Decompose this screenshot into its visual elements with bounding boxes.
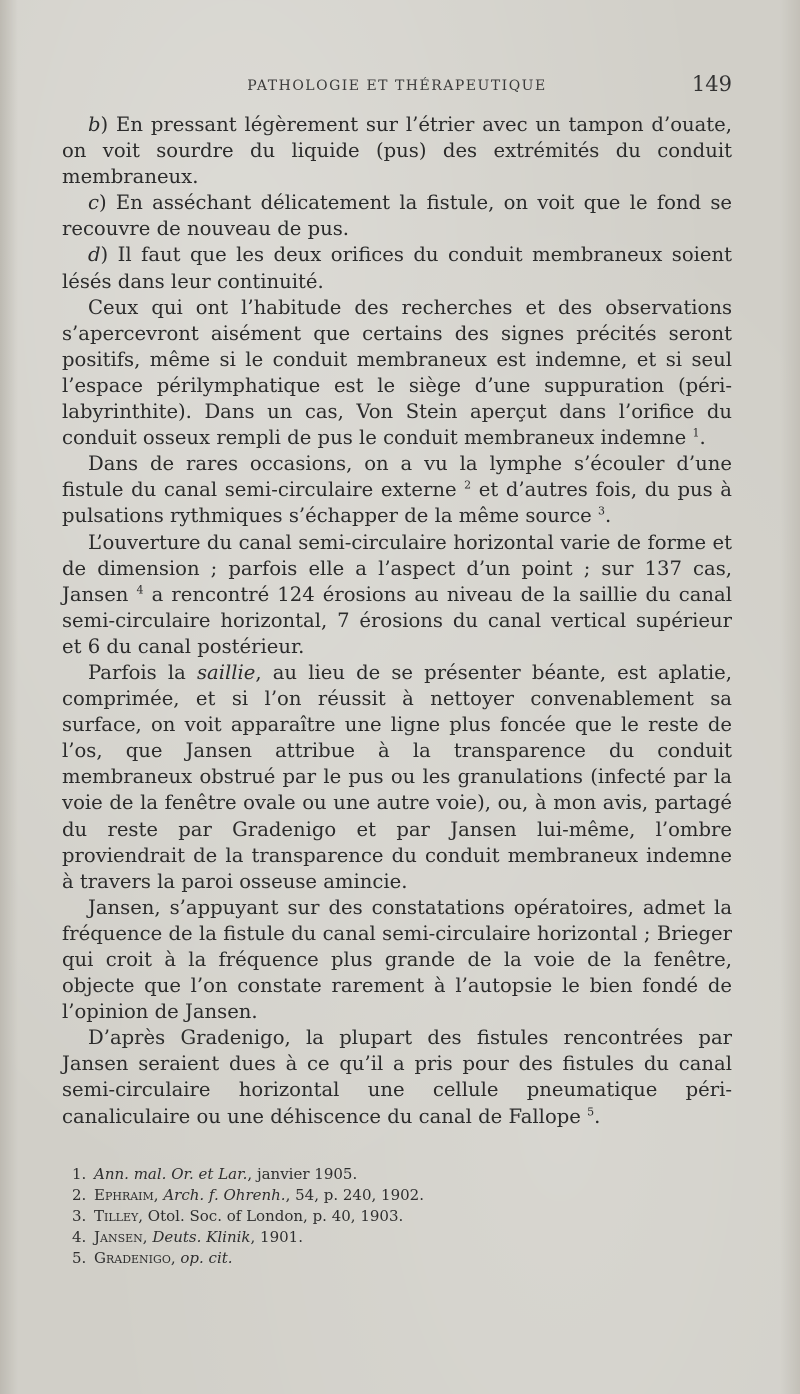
- text-run: ) En pressant légèrement sur l’étrier avec un tampon d’ouate, on voit sourdre du liquide (pus) des extrémités du conduit membraneux.: [62, 113, 732, 189]
- footnote-reference: 1: [692, 426, 700, 440]
- footnote: [72, 1227, 712, 1248]
- text-run: , Otol. Soc. of London, p. 40, 1903.: [138, 1207, 404, 1225]
- text-run: .: [594, 1104, 601, 1128]
- text-run: et d’autres fois, du pus à pulsations rythmiques s’échapper de la même source: [62, 478, 732, 528]
- paragraph: [62, 451, 732, 529]
- page-number: 149: [691, 72, 732, 96]
- footnote-number: 3.: [72, 1207, 87, 1225]
- text-run: D’après Gradenigo, la plupart des fistules rencontrées par Jansen seraient dues à ce qu’il a pris pour des fistules du canal semi-circulaire horizontal une cellule pneumatique péri-canaliculaire ou une déhiscence du canal de Fallope: [62, 1026, 732, 1128]
- author-name: Gradenigo: [94, 1249, 171, 1267]
- text-run: a rencontré 124 érosions au niveau de la saillie du canal semi-circulaire horizontal, 7 érosions du canal vertical supérieur et 6 du canal postérieur.: [62, 582, 732, 658]
- italic-text: saillie: [196, 660, 256, 684]
- running-head: [62, 72, 732, 102]
- text-run: ,: [142, 1228, 153, 1246]
- italic-text: Ann. mal. Or. et Lar.: [94, 1165, 248, 1183]
- footnote: [72, 1248, 712, 1269]
- author-name: Ephraim: [94, 1186, 154, 1204]
- text-run: L’ouverture du canal semi-circulaire horizontal varie de forme et de dimension ; parfois elle a l’aspect d’un point ; sur 137 cas, Jansen: [62, 530, 732, 606]
- paragraph: [62, 242, 732, 294]
- body-text: [62, 112, 732, 1130]
- italic-text: Deuts. Klinik: [152, 1228, 251, 1246]
- italic-text: d: [88, 243, 101, 267]
- footnote-reference: 3: [598, 504, 606, 518]
- paragraph: [62, 530, 732, 660]
- footnote-reference: 4: [136, 583, 144, 597]
- italic-text: c: [88, 191, 99, 215]
- footnote-number: 5.: [72, 1249, 87, 1267]
- footnote-number: 4.: [72, 1228, 87, 1246]
- text-run: , au lieu de se présenter béante, est aplatie, comprimée, et si l’on réussit à nettoyer convenablement sa surface, on voit apparaître une ligne plus foncée que le reste de l’os, que Jansen attribue à la transparence du conduit membraneux obstrué par le pus ou les granulations (infecté par la voie de la fenêtre ovale ou une autre voie), ou, à mon avis, partagé du reste par Gradenigo et par Jansen lui-même, l’ombre proviendrait de la transparence du conduit membraneux indemne à travers la paroi osseuse amincie.: [62, 660, 732, 893]
- author-name: Tilley: [94, 1207, 139, 1225]
- paragraph: [62, 190, 732, 242]
- text-run: , 54, p. 240, 1902.: [285, 1186, 424, 1204]
- paragraph: [62, 895, 732, 1025]
- text-run: .: [605, 504, 612, 528]
- paragraph: [62, 295, 732, 452]
- footnote-reference: 2: [464, 478, 472, 492]
- footnote-reference: 5: [587, 1105, 595, 1119]
- text-run: ) Il faut que les deux orifices du conduit membraneux soient lésés dans leur continuité.: [62, 243, 732, 293]
- footnote-number: 1.: [72, 1165, 87, 1183]
- text-run: Ceux qui ont l’habitude des recherches et des observations s’apercevront aisément que certains des signes précités seront positifs, même si le conduit membraneux est indemne, et si seul l’espace périlymphatique est le siège d’une suppuration (péri-labyrinthite). Dans un cas, Von Stein aperçut dans l’orifice du conduit osseux rempli de pus le conduit membraneux indemne: [62, 295, 732, 450]
- text-run: Jansen, s’appuyant sur des constatations opératoires, admet la fréquence de la fistule du canal semi-circulaire horizontal ; Brieger qui croit à la fréquence plus grande de la voie de la fenêtre, objecte que l’on constate rarement à l’autopsie le bien fondé de l’opinion de Jansen.: [62, 895, 732, 1024]
- text-run: , janvier 1905.: [247, 1165, 358, 1183]
- author-name: Jansen: [94, 1228, 143, 1246]
- text-run: Parfois la: [88, 660, 197, 684]
- footnote: [72, 1206, 712, 1227]
- footnote: [72, 1185, 712, 1206]
- text-run: ,: [153, 1186, 164, 1204]
- text-run: ,: [170, 1249, 181, 1267]
- footnote: [72, 1164, 712, 1185]
- footnote-number: 2.: [72, 1186, 87, 1204]
- running-title: PATHOLOGIE ET THÉRAPEUTIQUE: [247, 78, 547, 94]
- paragraph: [62, 112, 732, 190]
- text-run: Dans de rares occasions, on a vu la lymphe s’écouler d’une fistule du canal semi-circulaire externe: [62, 452, 732, 502]
- footnotes: [72, 1164, 712, 1269]
- paragraph: [62, 660, 732, 895]
- italic-text: b: [88, 113, 101, 136]
- text-run: ) En asséchant délicatement la fistule, on voit que le fond se recouvre de nouveau de pus.: [62, 191, 732, 241]
- text-run: .: [699, 426, 706, 450]
- text-run: , 1901.: [250, 1228, 303, 1246]
- italic-text: op. cit.: [180, 1249, 233, 1267]
- paragraph: [62, 1025, 732, 1129]
- italic-text: Arch. f. Ohrenh.: [163, 1186, 286, 1204]
